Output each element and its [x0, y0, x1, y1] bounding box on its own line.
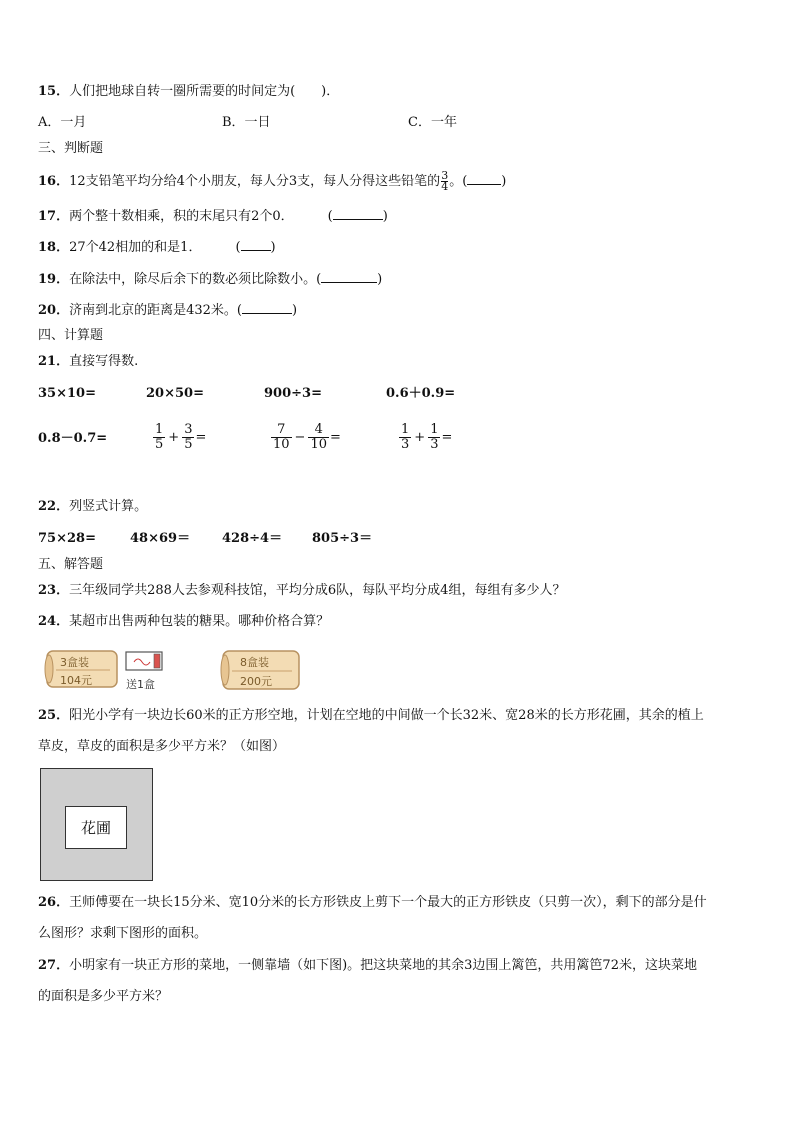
option-c: C．一年 [408, 115, 457, 130]
answer-blank[interactable] [467, 172, 501, 185]
question-text: 27个42相加的和是1． [69, 240, 202, 255]
question-20 [38, 301, 297, 320]
package-3-boxes [44, 648, 122, 690]
question-27-line1 [38, 957, 697, 975]
calc-item: 75×28= [38, 531, 96, 546]
question-number: 24． [38, 614, 70, 629]
question-text: 两个整十数相乘，积的末尾只有2个0． [69, 209, 294, 224]
answer-blank[interactable] [321, 270, 377, 283]
question-25-line1 [38, 707, 704, 725]
answer-blank[interactable] [333, 207, 383, 220]
question-text: 人们把地球自转一圈所需要的时间定为( )． [69, 84, 340, 99]
package-price-label: 200元 [240, 675, 272, 688]
fraction-denominator: 5 [184, 437, 193, 452]
question-text: 某超市出售两种包装的糖果。哪种价格合算？ [69, 614, 330, 629]
package-count-label: 3盒装 [60, 656, 89, 669]
question-number: 21． [38, 354, 70, 369]
section-heading-calculation: 四、计算题 [38, 328, 104, 343]
question-15 [38, 83, 339, 101]
question-text: 阳光小学有一块边长60米的正方形空地，计划在空地的中间做一个长32米、宽28米的长方形花圃，其余的植上 [69, 708, 704, 723]
question-19 [38, 270, 382, 289]
fraction [428, 423, 440, 452]
question-paren-close: ) [501, 174, 507, 189]
question-paren-close: ) [270, 240, 276, 255]
question-paren-close: ) [291, 303, 298, 318]
fraction-expression [270, 423, 341, 452]
calc-item: 0.8－0.7= [38, 431, 108, 446]
option-a: A．一月 [38, 115, 87, 130]
question-text: 列竖式计算。 [69, 499, 148, 514]
fraction-denominator: 3 [401, 437, 410, 452]
question-paren-open: ( [327, 209, 333, 224]
question-21 [38, 353, 138, 371]
calc-item: 900÷3= [264, 386, 322, 401]
question-paren-open: ( [235, 240, 241, 255]
fraction [271, 423, 292, 452]
question-text: 小明家有一块正方形的菜地，一侧靠墙（如下图)。把这块菜地的其余3边围上篱笆，共用篱笆72米，这块菜地 [69, 958, 697, 973]
question-text: 直接写得数. [69, 354, 139, 369]
question-number: 27． [38, 958, 70, 973]
question-number: 25． [38, 708, 70, 723]
fraction-numerator: 1 [430, 422, 439, 437]
question-text: 王师傅要在一块长15分米、宽10分米的长方形铁皮上剪下一个最大的正方形铁皮（只剪一次），剩下的部分是什 [69, 895, 707, 910]
package-count-label: 8盒装 [240, 656, 269, 669]
question-23 [38, 582, 565, 600]
question-text: 三年级同学共288人去参观科技馆，平均分成6队，每队平均分成4组，每组有多少人？ [69, 583, 566, 598]
package-price-label: 104元 [60, 674, 92, 687]
fraction-numerator: 3 [184, 422, 193, 437]
section-heading-solve: 五、解答题 [38, 557, 104, 572]
fraction-denominator: 10 [273, 437, 290, 452]
calc-item: 35×10= [38, 386, 96, 401]
question-text: 济南到北京的距离是432米。( [69, 303, 242, 318]
fraction [308, 423, 329, 452]
gift-label: 送1盒 [126, 678, 155, 691]
calc-item: 0.6＋0.9= [386, 386, 456, 401]
section-heading-judgment: 三、判断题 [38, 141, 104, 156]
operator: + [168, 430, 180, 445]
question-paren-close: ) [377, 272, 383, 287]
question-number: 17． [38, 209, 70, 224]
fraction-denominator: 4 [441, 180, 449, 193]
gift-box-icon [124, 650, 166, 674]
question-26-line2: 么图形？求剩下图形的面积。 [38, 926, 208, 941]
fraction [399, 423, 411, 452]
fraction-denominator: 3 [430, 437, 439, 452]
question-26-line1 [38, 894, 707, 912]
question-number: 16． [38, 174, 70, 189]
question-number: 23． [38, 583, 70, 598]
fraction-denominator: 10 [310, 437, 327, 452]
question-number: 20． [38, 303, 70, 318]
question-number: 15． [38, 84, 70, 99]
square-lot-diagram [40, 768, 153, 881]
fraction [182, 423, 194, 452]
answer-blank[interactable] [241, 238, 271, 251]
fraction-numerator: 1 [155, 422, 164, 437]
equals-sign: = [330, 430, 341, 445]
fraction-denominator: 5 [155, 437, 164, 452]
question-17 [38, 207, 388, 226]
calc-item: 805÷3＝ [312, 531, 373, 546]
question-25-line2: 草皮，草皮的面积是多少平方米？（如图） [38, 739, 286, 754]
question-number: 19． [38, 272, 70, 287]
package-8-boxes [220, 648, 304, 692]
question-number: 22． [38, 499, 70, 514]
question-paren-close: ) [382, 209, 388, 224]
fraction-numerator: 7 [277, 422, 286, 437]
question-22 [38, 498, 147, 516]
calc-item: 20×50= [146, 386, 204, 401]
question-text: 12支铅笔平均分给4个小朋友，每人分3支，每人分得这些铅笔的 [69, 174, 441, 189]
equals-sign: = [441, 430, 453, 445]
equals-sign: = [195, 430, 207, 445]
question-18 [38, 238, 276, 257]
question-number: 26． [38, 895, 70, 910]
fraction-expression [398, 423, 452, 452]
fraction [441, 171, 448, 192]
garden-rectangle: 花圃 [65, 806, 127, 849]
fraction [153, 423, 165, 452]
gift-box [124, 650, 174, 692]
calc-item: 48×69＝ [130, 531, 191, 546]
operator: − [294, 430, 306, 445]
fraction-expression [152, 423, 206, 452]
question-24 [38, 613, 329, 631]
fraction-numerator: 1 [401, 422, 410, 437]
question-paren-open: 。( [449, 174, 468, 189]
operator: + [414, 430, 426, 445]
question-16 [38, 171, 506, 192]
option-b: B．一日 [222, 115, 271, 130]
question-text: 在除法中，除尽后余下的数必须比除数小。( [69, 272, 322, 287]
question-27-line2: 的面积是多少平方米？ [38, 989, 169, 1004]
fraction-numerator: 4 [314, 422, 323, 437]
question-number: 18． [38, 240, 70, 255]
calc-item: 428÷4＝ [222, 531, 283, 546]
fraction-numerator: 3 [441, 169, 449, 182]
answer-blank[interactable] [242, 301, 292, 314]
